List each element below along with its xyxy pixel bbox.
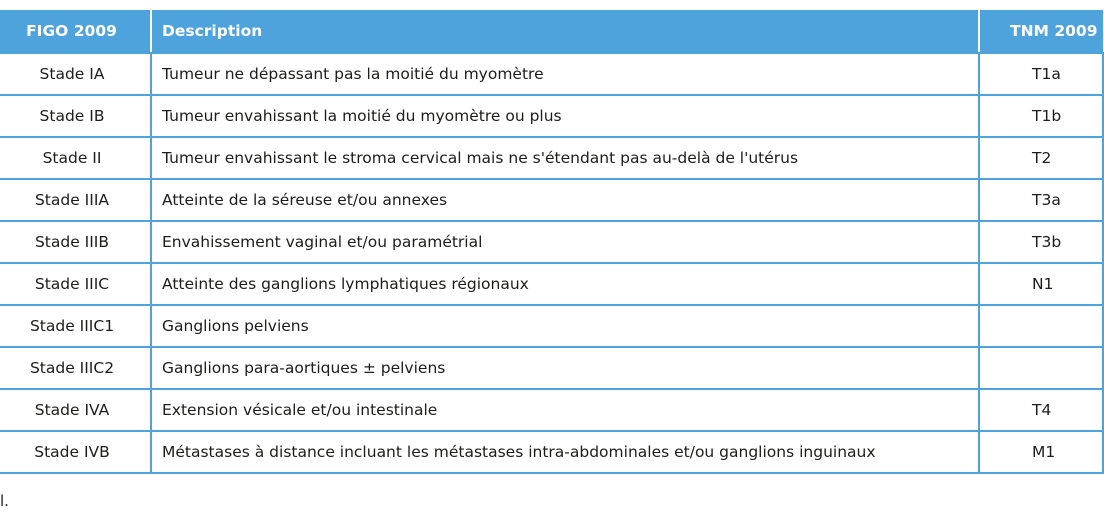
tnm-cell — [979, 347, 1103, 389]
stage-cell: Stade IIIC1 — [0, 305, 151, 347]
description-cell: Métastases à distance incluant les métastases intra-abdominales et/ou ganglions inguinaux — [151, 431, 979, 473]
stage-cell: Stade IA — [0, 53, 151, 95]
stage-cell: Stade IVA — [0, 389, 151, 431]
table-header-row — [0, 10, 1103, 53]
description-cell: Ganglions pelviens — [151, 305, 979, 347]
table-row — [0, 53, 1103, 95]
table-row — [0, 305, 1103, 347]
table-row — [0, 431, 1103, 473]
table-row — [0, 221, 1103, 263]
tnm-cell: T1b — [979, 95, 1103, 137]
stage-cell: Stade II — [0, 137, 151, 179]
footnote-text: l. — [0, 492, 9, 510]
tnm-cell: T3a — [979, 179, 1103, 221]
stage-cell: Stade IIIA — [0, 179, 151, 221]
description-cell: Extension vésicale et/ou intestinale — [151, 389, 979, 431]
stage-cell: Stade IIIC — [0, 263, 151, 305]
description-cell: Atteinte des ganglions lymphatiques régionaux — [151, 263, 979, 305]
table-row — [0, 389, 1103, 431]
description-cell: Tumeur envahissant la moitié du myomètre ou plus — [151, 95, 979, 137]
description-cell: Envahissement vaginal et/ou paramétrial — [151, 221, 979, 263]
tnm-cell: T4 — [979, 389, 1103, 431]
table-row — [0, 179, 1103, 221]
table-row — [0, 137, 1103, 179]
header-tnm: TNM 2009 — [979, 10, 1103, 53]
header-description: Description — [151, 10, 979, 53]
table-row — [0, 347, 1103, 389]
table-row — [0, 263, 1103, 305]
tnm-cell: T1a — [979, 53, 1103, 95]
header-figo: FIGO 2009 — [0, 10, 151, 53]
figo-tnm-staging-table — [0, 10, 1104, 474]
description-cell: Ganglions para-aortiques ± pelviens — [151, 347, 979, 389]
staging-table-container — [0, 10, 1102, 474]
stage-cell: Stade IIIC2 — [0, 347, 151, 389]
tnm-cell: T2 — [979, 137, 1103, 179]
description-cell: Atteinte de la séreuse et/ou annexes — [151, 179, 979, 221]
description-cell: Tumeur envahissant le stroma cervical mais ne s'étendant pas au-delà de l'utérus — [151, 137, 979, 179]
tnm-cell: N1 — [979, 263, 1103, 305]
table-row — [0, 95, 1103, 137]
stage-cell: Stade IB — [0, 95, 151, 137]
tnm-cell — [979, 305, 1103, 347]
stage-cell: Stade IIIB — [0, 221, 151, 263]
description-cell: Tumeur ne dépassant pas la moitié du myomètre — [151, 53, 979, 95]
tnm-cell: M1 — [979, 431, 1103, 473]
tnm-cell: T3b — [979, 221, 1103, 263]
stage-cell: Stade IVB — [0, 431, 151, 473]
